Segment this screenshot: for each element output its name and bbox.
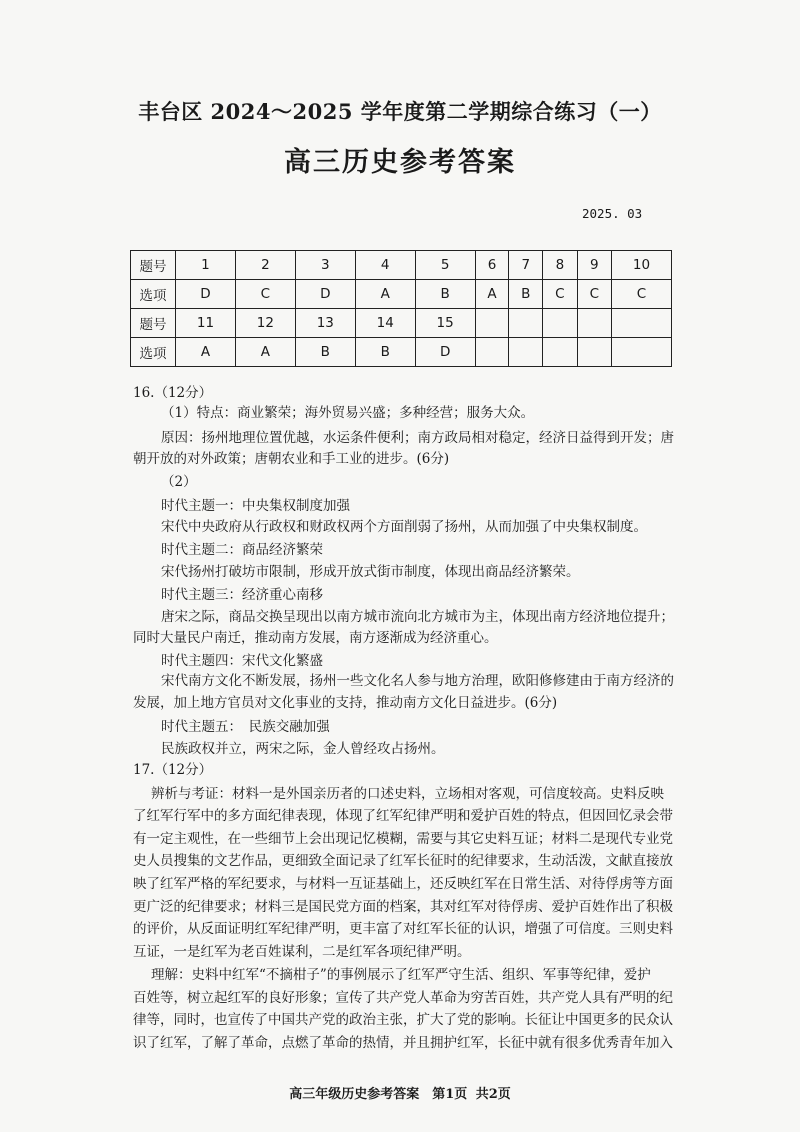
text-line: 的评价，从反面证明红军纪律严明，更丰富了对红军长征的认识，增强了可信度。三则史料 bbox=[133, 921, 673, 937]
text-line: 16.（12分） bbox=[133, 385, 213, 401]
answer-table-cell: 12 bbox=[235, 309, 295, 338]
answer-table-cell: 1 bbox=[176, 251, 236, 280]
text-line: 民族政权并立，两宋之际，金人曾经攻占扬州。 bbox=[161, 741, 445, 757]
page-subtitle: 高三历史参考答案 bbox=[284, 147, 516, 178]
answer-table-row bbox=[131, 251, 672, 280]
text-line: 唐宋之际，商品交换呈现出以南方城市流向北方城市为主，体现出南方经济地位提升； bbox=[161, 609, 674, 625]
text-line: 同时大量民户南迁，推动南方发展，南方逐渐成为经济重心。 bbox=[133, 630, 498, 646]
answer-table-cell bbox=[509, 309, 543, 338]
text-line: 原因：扬州地理位置优越，水运条件便利；南方政局相对稳定，经济日益得到开发；唐 bbox=[161, 430, 674, 446]
text-line: （1）特点：商业繁荣；海外贸易兴盛；多种经营；服务大众。 bbox=[161, 405, 535, 421]
answer-table-row-label: 选项 bbox=[131, 280, 176, 309]
answer-table-cell: B bbox=[415, 280, 475, 309]
answer-table-cell bbox=[611, 338, 671, 367]
text-line: 史人员搜集的文艺作品，更细致全面记录了红军长征时的纪律要求，生动活泼，文献直接放 bbox=[133, 853, 673, 869]
text-line: 更广泛的纪律要求；材料三是国民党方面的档案，其对红军对待俘虏、爱护百姓作出了积极 bbox=[133, 899, 673, 915]
answer-table-cell bbox=[611, 309, 671, 338]
answer-table-cell: 13 bbox=[295, 309, 355, 338]
text-line: 时代主题一：中央集权制度加强 bbox=[161, 498, 350, 514]
answer-table-cell: 11 bbox=[176, 309, 236, 338]
answer-table-cell: 10 bbox=[611, 251, 671, 280]
page-title: 丰台区 2024～2025 学年度第二学期综合练习（一） bbox=[138, 99, 662, 124]
text-line: 时代主题二：商品经济繁荣 bbox=[161, 542, 323, 558]
answer-table-cell: A bbox=[235, 338, 295, 367]
answer-table-row bbox=[131, 309, 672, 338]
answer-table-row-label: 选项 bbox=[131, 338, 176, 367]
page-footer: 高三年级历史参考答案 第1页 共2页 bbox=[289, 1087, 511, 1102]
answer-table bbox=[130, 250, 672, 367]
text-line: 互证，一是红军为老百姓谋利，二是红军各项纪律严明。 bbox=[133, 944, 471, 960]
answer-table-cell bbox=[475, 309, 509, 338]
answer-table-cell: C bbox=[577, 280, 611, 309]
answer-table-cell: 9 bbox=[577, 251, 611, 280]
text-line: （2） bbox=[161, 474, 197, 490]
text-line: 映了红军严格的军纪要求，与材料一互证基础上，还反映红军在日常生活、对待俘虏等方面 bbox=[133, 876, 673, 892]
answer-table-cell: D bbox=[176, 280, 236, 309]
text-line: 宋代中央政府从行政权和财政权两个方面削弱了扬州，从而加强了中央集权制度。 bbox=[161, 519, 647, 535]
answer-table-cell: B bbox=[295, 338, 355, 367]
answer-table-row-label: 题号 bbox=[131, 309, 176, 338]
answer-table-cell: A bbox=[475, 280, 509, 309]
answer-table-cell: D bbox=[295, 280, 355, 309]
answer-table-row-label: 题号 bbox=[131, 251, 176, 280]
answer-table-cell: A bbox=[176, 338, 236, 367]
date-label: 2025. 03 bbox=[582, 206, 643, 221]
text-line: 时代主题五： 民族交融加强 bbox=[161, 719, 330, 735]
answer-table-cell: 7 bbox=[509, 251, 543, 280]
answer-table-cell bbox=[543, 309, 577, 338]
text-line: 发展，加上地方官员对文化事业的支持，推动南方文化日益进步。(6分) bbox=[133, 695, 558, 711]
text-line: 识了红军，了解了革命，点燃了革命的热情，并且拥护红军，长征中就有很多优秀青年加入 bbox=[133, 1035, 673, 1051]
answer-table-cell bbox=[543, 338, 577, 367]
text-line: 了红军行军中的多方面纪律表现，体现了红军纪律严明和爱护百姓的特点，但因回忆录会带 bbox=[133, 808, 673, 824]
answer-table-row bbox=[131, 280, 672, 309]
text-line: 辨析与考证：材料一是外国亲历者的口述史料，立场相对客观，可信度较高。史料反映 bbox=[151, 786, 664, 802]
text-line: 宋代南方文化不断发展，扬州一些文化名人参与地方治理，欧阳修修建由于南方经济的 bbox=[161, 673, 674, 689]
answer-table-row bbox=[131, 338, 672, 367]
answer-table-cell: 3 bbox=[295, 251, 355, 280]
answer-table-cell: 8 bbox=[543, 251, 577, 280]
answer-table-cell: 4 bbox=[355, 251, 415, 280]
answer-table-cell: C bbox=[235, 280, 295, 309]
text-line: 时代主题三：经济重心南移 bbox=[161, 587, 323, 603]
text-line: 宋代扬州打破坊市限制，形成开放式街市制度，体现出商品经济繁荣。 bbox=[161, 564, 580, 580]
text-line: 时代主题四：宋代文化繁盛 bbox=[161, 653, 323, 669]
answer-table-cell bbox=[475, 338, 509, 367]
text-line: 百姓等，树立起红军的良好形象；宣传了共产党人革命为穷苦百姓，共产党人具有严明的纪 bbox=[133, 990, 673, 1006]
answer-table-cell: 2 bbox=[235, 251, 295, 280]
answer-table-cell: 5 bbox=[415, 251, 475, 280]
answer-table-cell: 14 bbox=[355, 309, 415, 338]
answer-table-cell: B bbox=[355, 338, 415, 367]
text-line: 朝开放的对外政策；唐朝农业和手工业的进步。(6分) bbox=[133, 451, 450, 467]
text-line: 理解：史料中红军“不摘柑子”的事例展示了红军严守生活、组织、军事等纪律，爱护 bbox=[151, 967, 651, 983]
answer-table-cell: 6 bbox=[475, 251, 509, 280]
answer-table-cell bbox=[577, 338, 611, 367]
answer-table-cell: A bbox=[355, 280, 415, 309]
text-line: 律等，同时，也宣传了中国共产党的政治主张，扩大了党的影响。长征让中国更多的民众认 bbox=[133, 1012, 673, 1028]
answer-table-cell: D bbox=[415, 338, 475, 367]
answer-table-cell: C bbox=[611, 280, 671, 309]
text-line: 有一定主观性，在一些细节上会出现记忆模糊，需要与其它史料互证；材料二是现代专业党 bbox=[133, 831, 673, 847]
answer-table-cell: B bbox=[509, 280, 543, 309]
answer-table-cell: 15 bbox=[415, 309, 475, 338]
text-line: 17.（12分） bbox=[133, 762, 213, 778]
answer-table-cell bbox=[577, 309, 611, 338]
answer-table-cell: C bbox=[543, 280, 577, 309]
answer-table-cell bbox=[509, 338, 543, 367]
